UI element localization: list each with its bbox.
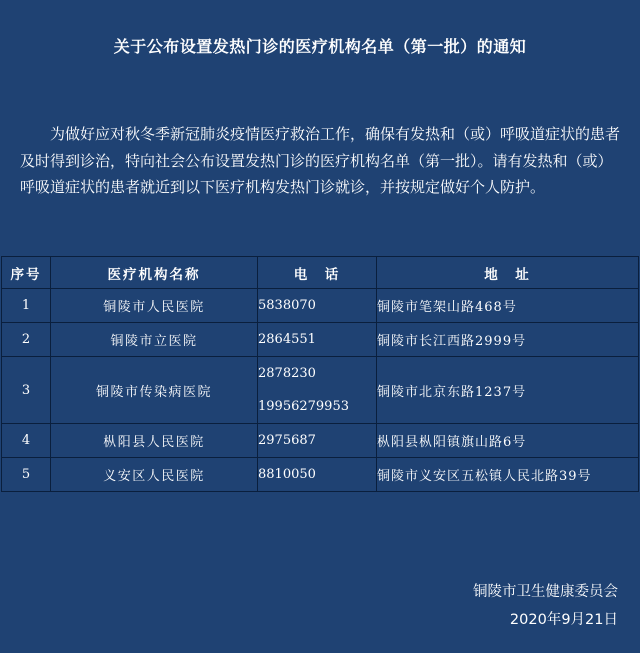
- table-row: [2, 424, 639, 458]
- row-address: 铜陵市义安区五松镇人民北路39号: [377, 458, 639, 492]
- row-phone: [258, 323, 377, 357]
- phone-number: 2864551: [258, 332, 316, 347]
- row-address: 铜陵市长江西路2999号: [377, 323, 639, 357]
- row-hospital-name: 铜陵市传染病医院: [51, 357, 258, 424]
- header-phone: 电 话: [258, 257, 377, 289]
- row-address: 铜陵市北京东路1237号: [377, 357, 639, 424]
- row-phone: [258, 289, 377, 323]
- phone-number: 2975687: [258, 433, 316, 448]
- row-phone: [258, 424, 377, 458]
- row-seq: 4: [2, 424, 51, 458]
- row-address: 枞阳县枞阳镇旗山路6号: [377, 424, 639, 458]
- row-hospital-name: 铜陵市人民医院: [51, 289, 258, 323]
- table-header-row: [2, 257, 639, 289]
- phone-number: 8810050: [258, 467, 316, 482]
- header-seq: 序号: [2, 257, 51, 289]
- row-address: 铜陵市笔架山路468号: [377, 289, 639, 323]
- notice-intro: 为做好应对秋冬季新冠肺炎疫情医疗救治工作，确保有发热和（或）呼吸道症状的患者及时得到诊治，特向社会公布设置发热门诊的医疗机构名单（第一批）。请有发热和（或）呼吸道症状的患者就近到以下医疗机构发热门诊就诊，并按规定做好个人防护。: [20, 125, 621, 197]
- table-row: [2, 323, 639, 357]
- phone-number: 2878230: [258, 366, 316, 381]
- phone-number: 5838070: [258, 298, 316, 313]
- phone-number-mobile: 19956279953: [258, 399, 349, 414]
- row-seq: 1: [2, 289, 51, 323]
- header-name: 医疗机构名称: [51, 257, 258, 289]
- row-hospital-name: 铜陵市立医院: [51, 323, 258, 357]
- row-hospital-name: 义安区人民医院: [51, 458, 258, 492]
- issue-date: 2020年9月21日: [509, 612, 618, 628]
- row-phone: [258, 458, 377, 492]
- table-row: [2, 289, 639, 323]
- notice-title: 关于公布设置发热门诊的医疗机构名单（第一批）的通知: [113, 37, 527, 56]
- row-phone: [258, 357, 377, 424]
- table-row: [2, 458, 639, 492]
- header-address: 地 址: [377, 257, 639, 289]
- issuing-organization: 铜陵市卫生健康委员会: [473, 584, 618, 600]
- row-hospital-name: 枞阳县人民医院: [51, 424, 258, 458]
- row-seq: 5: [2, 458, 51, 492]
- clinic-table: [1, 256, 639, 492]
- table-row: [2, 357, 639, 424]
- row-seq: 3: [2, 357, 51, 424]
- row-seq: 2: [2, 323, 51, 357]
